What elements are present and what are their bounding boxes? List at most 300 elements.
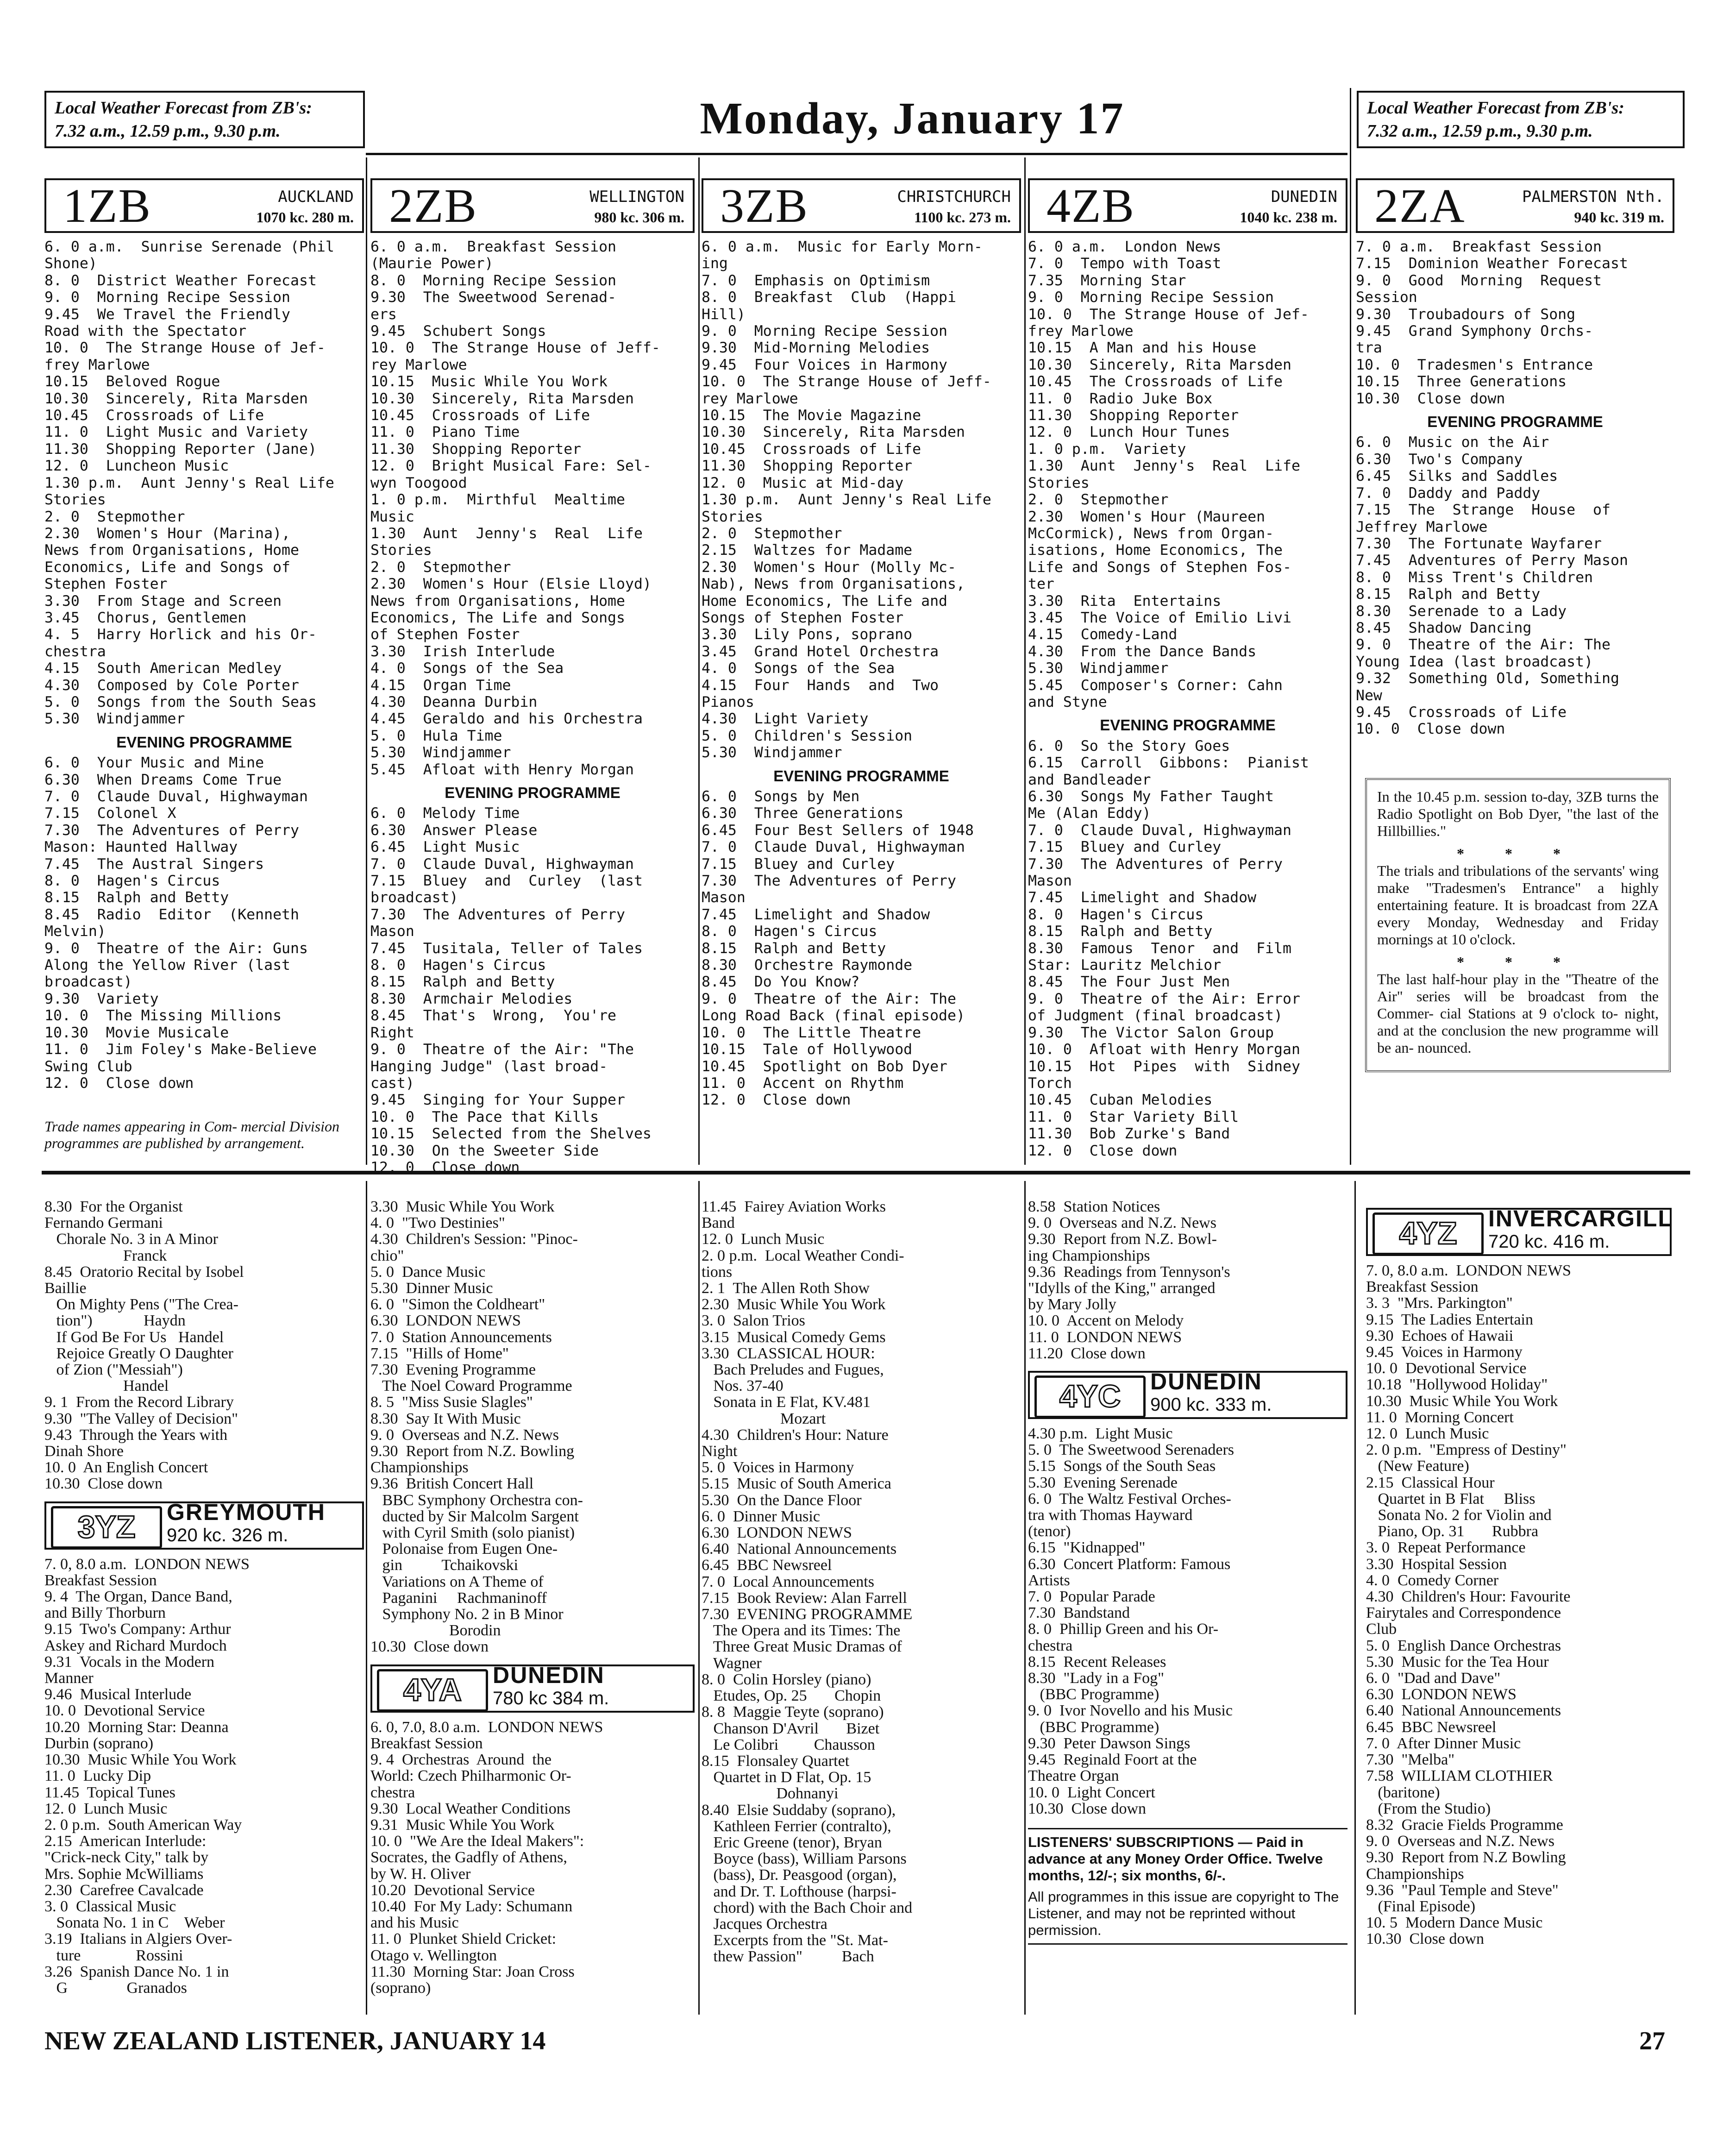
programme-line: 8. 0 Hagen's Circus bbox=[370, 957, 546, 974]
programme-line: 6.30 LONDON NEWS bbox=[1366, 1686, 1517, 1703]
station-frequency: 920 kc. 326 m. bbox=[167, 1525, 288, 1545]
programme-line: 8.15 Ralph and Betty bbox=[44, 889, 229, 906]
station-frequency: 980 kc. 306 m. bbox=[594, 209, 684, 226]
programme-line: 1. 0 p.m. Mirthful Mealtime bbox=[370, 491, 625, 509]
programme-line: Polonaise from Eugen One- bbox=[370, 1540, 558, 1558]
programme-line: tions bbox=[702, 1263, 733, 1281]
programme-line: Wagner bbox=[702, 1654, 762, 1672]
programme-line: 2. 0 Stepmother bbox=[370, 559, 511, 576]
programme-line: "Crick-neck City," talk by bbox=[44, 1849, 209, 1866]
programme-line: 10. 0 The Pace that Kills bbox=[370, 1108, 599, 1125]
programme-line: 11. 0 Accent on Rhythm bbox=[702, 1074, 904, 1092]
station-column-3zb bbox=[702, 178, 1021, 1165]
programme-line: 8.15 Recent Releases bbox=[1028, 1653, 1166, 1671]
programme-line: Durbin (soprano) bbox=[44, 1734, 154, 1752]
programme-line: 11.30 Shopping Reporter (Jane) bbox=[44, 440, 317, 458]
programme-line: 11.45 Topical Tunes bbox=[44, 1784, 175, 1801]
programme-line: 6.30 Songs My Father Taught bbox=[1028, 788, 1274, 805]
programme-line: Mason bbox=[370, 923, 414, 940]
programme-line: 7.45 The Austral Singers bbox=[44, 855, 264, 873]
programme-line: Breakfast Session bbox=[1366, 1278, 1479, 1296]
programme-line: Kathleen Ferrier (contralto), bbox=[702, 1817, 891, 1835]
programme-line: 9. 1 From the Record Library bbox=[44, 1394, 234, 1411]
programme-line: 9.30 Echoes of Hawaii bbox=[1366, 1327, 1514, 1344]
subscriptions-notice bbox=[1028, 1828, 1347, 1945]
programme-line: 9. 0 Overseas and N.Z. News bbox=[1366, 1833, 1554, 1850]
programme-line: 2.15 American Interlude: bbox=[44, 1833, 207, 1850]
programme-line: 7. 0 Emphasis on Optimism bbox=[702, 272, 930, 289]
programme-line: 3.30 Hospital Session bbox=[1366, 1555, 1507, 1573]
programme-line: Franck bbox=[44, 1247, 167, 1264]
programme-line: 12. 0 Music at Mid-day bbox=[702, 474, 904, 491]
programme-line: 8.15 Ralph and Betty bbox=[702, 940, 886, 957]
programme-line: Long Road Back (final episode) bbox=[702, 1007, 965, 1024]
programme-line: Manner bbox=[44, 1670, 94, 1687]
programme-line: 4.30 Composed by Cole Porter bbox=[44, 677, 299, 694]
programme-line: 10.30 Close down bbox=[1028, 1800, 1146, 1817]
programme-line: 6. 0 The Waltz Festival Orches- bbox=[1028, 1490, 1231, 1507]
programme-line: 6.15 "Kidnapped" bbox=[1028, 1539, 1146, 1557]
programme-line: 11. 0 Light Music and Variety bbox=[44, 424, 308, 441]
programme-line: 7. 0 Local Announcements bbox=[702, 1573, 874, 1590]
programme-line: wyn Toogood bbox=[370, 474, 467, 491]
programme-line: 8. 0 Hagen's Circus bbox=[1028, 906, 1204, 923]
programme-line: 9.30 "The Valley of Decision" bbox=[44, 1410, 238, 1427]
programme-line: 10.20 Devotional Service bbox=[370, 1881, 535, 1899]
programme-line: Variations on A Theme of bbox=[370, 1573, 544, 1590]
programme-line: 9.45 Voices in Harmony bbox=[1366, 1344, 1523, 1361]
station-callsign: 4ZB bbox=[1047, 179, 1135, 232]
programme-line: 6.45 Silks and Saddles bbox=[1356, 468, 1558, 485]
programme-line: 2. 0 p.m. "Empress of Destiny" bbox=[1366, 1441, 1567, 1459]
programme-line: Mrs. Sophie McWilliams bbox=[44, 1865, 204, 1883]
programme-line: 2. 0 p.m. Local Weather Condi- bbox=[702, 1247, 904, 1264]
programme-line: 11. 0 Radio Juke Box bbox=[1028, 390, 1213, 407]
programme-line: 7.30 The Adventures of Perry bbox=[370, 906, 625, 923]
programme-line: (tenor) bbox=[1028, 1523, 1071, 1540]
programme-line: and Styne bbox=[1028, 693, 1107, 710]
programme-line: 7.15 "Hills of Home" bbox=[370, 1344, 509, 1362]
programme-line: 7. 0 Popular Parade bbox=[1028, 1588, 1155, 1606]
programme-line: Right bbox=[370, 1024, 414, 1041]
programme-line: 4. 5 Harry Horlick and his Or- bbox=[44, 626, 317, 643]
station-badge bbox=[1028, 1371, 1347, 1419]
programme-line: 4.15 Comedy-Land bbox=[1028, 626, 1178, 643]
programme-line: 7.15 Bluey and Curley (last bbox=[370, 873, 643, 890]
programme-line: 10.15 Hot Pipes with Sidney bbox=[1028, 1058, 1300, 1075]
programme-line: frey Marlowe bbox=[44, 356, 150, 373]
programme-line: 2.30 Women's Hour (Maureen bbox=[1028, 508, 1266, 525]
programme-line: News from Organisations, Home bbox=[370, 592, 625, 609]
programme-line: 3.30 Lily Pons, soprano bbox=[702, 626, 913, 643]
programme-line: 8. 0 Morning Recipe Session bbox=[370, 272, 617, 289]
programme-line: 10. 0 Light Concert bbox=[1028, 1784, 1155, 1801]
programme-line: 8. 0 District Weather Forecast bbox=[44, 272, 317, 289]
programme-line: 6.30 LONDON NEWS bbox=[370, 1312, 521, 1330]
programme-line: tion") Haydn bbox=[44, 1312, 186, 1330]
programme-line: 9.36 British Concert Hall bbox=[370, 1475, 534, 1493]
programme-line: 10.45 Crossroads of Life bbox=[702, 440, 921, 458]
programme-line: 7.30 Evening Programme bbox=[370, 1361, 536, 1379]
programme-line: 8. 8 Maggie Teyte (soprano) bbox=[702, 1703, 884, 1721]
programme-line: 8.15 Flonsaley Quartet bbox=[702, 1752, 850, 1770]
programme-line: 7.30 The Adventures of Perry bbox=[702, 873, 956, 890]
programme-line: 2. 0 Stepmother bbox=[702, 525, 842, 542]
programme-line: 4.15 Organ Time bbox=[370, 677, 511, 694]
programme-line: 6.40 National Announcements bbox=[1366, 1702, 1561, 1720]
programme-line: 7.58 WILLIAM CLOTHIER bbox=[1366, 1767, 1553, 1785]
programme-line: 12. 0 Lunch Music bbox=[44, 1800, 168, 1817]
programme-line: (BBC Programme) bbox=[1028, 1686, 1159, 1703]
programme-line: 5.30 On the Dance Floor bbox=[702, 1491, 862, 1509]
programme-line: 1. 0 p.m. Variety bbox=[1028, 440, 1186, 458]
programme-line: 6.30 Answer Please bbox=[370, 822, 538, 839]
programme-line: 10.15 Beloved Rogue bbox=[44, 373, 220, 390]
programme-line: 10.45 Crossroads of Life bbox=[370, 407, 590, 424]
programme-line: 7. 0, 8.0 a.m. LONDON NEWS bbox=[1366, 1262, 1571, 1279]
programme-line: 7.45 Adventures of Perry Mason bbox=[1356, 552, 1628, 569]
programme-line: 8.45 Shadow Dancing bbox=[1356, 619, 1532, 636]
programme-line: 3.45 The Voice of Emilio Livi bbox=[1028, 609, 1291, 626]
programme-line: 7.45 Limelight and Shadow bbox=[702, 906, 930, 923]
programme-line: 3. 0 Repeat Performance bbox=[1366, 1539, 1526, 1557]
programme-line: 8.45 The Four Just Men bbox=[1028, 973, 1230, 991]
programme-line: 10. 0 The Missing Millions bbox=[44, 1007, 282, 1024]
programme-line: Championships bbox=[1366, 1865, 1464, 1883]
programme-line: 1.30 Aunt Jenny's Real Life bbox=[370, 525, 643, 542]
station-callsign: 4YC bbox=[1034, 1375, 1146, 1418]
programme-line: 9. 0 Ivor Novello and his Music bbox=[1028, 1702, 1233, 1720]
programme-line: 9. 4 Orchestras Around the bbox=[370, 1751, 552, 1769]
programme-line: 10.18 "Hollywood Holiday" bbox=[1366, 1376, 1548, 1394]
programme-line: 9.32 Something Old, Something bbox=[1356, 670, 1619, 687]
programme-line: 11. 0 LONDON NEWS bbox=[1028, 1328, 1182, 1346]
station-header bbox=[702, 178, 1021, 233]
programme-line: Bach Preludes and Fugues, bbox=[702, 1361, 884, 1379]
programme-line: 10.30 Movie Musicale bbox=[44, 1024, 229, 1041]
programme-line: 10.30 Music While You Work bbox=[44, 1751, 237, 1769]
programme-line: Breakfast Session bbox=[370, 1734, 483, 1752]
programme-line: 6. 0 Songs by Men bbox=[702, 788, 860, 805]
programme-line: McCormick), News from Organ- bbox=[1028, 525, 1274, 542]
programme-line: 11. 0 Morning Concert bbox=[1366, 1408, 1514, 1426]
programme-line: 10. 0 "We Are the Ideal Makers": bbox=[370, 1833, 584, 1850]
programme-line: 6. 0 a.m. London News bbox=[1028, 239, 1222, 255]
programme-line: 10.30 Sincerely, Rita Marsden bbox=[702, 424, 965, 441]
programme-line: 9.30 Mid-Morning Melodies bbox=[702, 339, 930, 357]
programme-line: (Final Episode) bbox=[1366, 1897, 1476, 1915]
programme-line: 1.30 Aunt Jenny's Real Life bbox=[1028, 458, 1300, 475]
programme-line: frey Marlowe bbox=[1028, 323, 1134, 340]
programme-line: 9.31 Vocals in the Modern bbox=[44, 1653, 215, 1671]
programme-line: 7.45 Limelight and Shadow bbox=[1028, 889, 1257, 906]
station-badge bbox=[370, 1664, 695, 1713]
programme-line: 9.46 Musical Interlude bbox=[44, 1686, 192, 1703]
programme-line: 5. 0 Hula Time bbox=[370, 727, 502, 744]
bottom-column-1 bbox=[44, 1199, 364, 2009]
programme-line: Breakfast Session bbox=[44, 1571, 157, 1589]
station-city: DUNEDIN bbox=[1150, 1369, 1262, 1395]
programme-line: 7.15 Colonel X bbox=[44, 805, 176, 822]
programme-line: 7.45 Tusitala, Teller of Tales bbox=[370, 940, 643, 957]
programme-line: 10.30 Sincerely, Rita Marsden bbox=[44, 390, 308, 407]
programme-line: Etudes, Op. 25 Chopin bbox=[702, 1687, 881, 1705]
evening-programme-heading: EVENING PROGRAMME bbox=[773, 767, 949, 785]
programme-line: 10. 0 Devotional Service bbox=[44, 1702, 205, 1720]
programme-line: Quartet in B Flat Bliss bbox=[1366, 1490, 1535, 1507]
programme-line: Sonata No. 1 in C Weber bbox=[44, 1914, 225, 1932]
programme-line: Road with the Spectator bbox=[44, 323, 247, 340]
programme-line: Otago v. Wellington bbox=[370, 1947, 497, 1964]
programme-line: 9. 0 Theatre of the Air: Error bbox=[1028, 990, 1300, 1007]
station-column-1zb bbox=[44, 178, 364, 1165]
programme-line: Stephen Foster bbox=[44, 576, 168, 593]
programme-line: 9. 0 Overseas and N.Z. News bbox=[370, 1426, 559, 1444]
programme-line: with Cyril Smith (solo pianist) bbox=[370, 1524, 575, 1542]
station-callsign: 2ZA bbox=[1374, 179, 1466, 232]
programme-line: 10.15 The Movie Magazine bbox=[702, 407, 921, 424]
programme-line: 9.30 The Sweetwood Serenad- bbox=[370, 289, 617, 306]
evening-programme-heading: EVENING PROGRAMME bbox=[1427, 413, 1603, 431]
programme-line: 6. 0 Dinner Music bbox=[702, 1507, 820, 1525]
evening-programme-heading: EVENING PROGRAMME bbox=[445, 784, 620, 801]
page-number: 27 bbox=[1639, 2027, 1665, 2055]
programme-line: (baritone) bbox=[1366, 1784, 1440, 1801]
programme-line: 3.45 Grand Hotel Orchestra bbox=[702, 643, 939, 660]
programme-line: 10. 0 Devotional Service bbox=[1366, 1360, 1527, 1377]
programme-line: 8. 0 Phillip Green and his Or- bbox=[1028, 1620, 1219, 1638]
programme-line: 10.15 Selected from the Shelves bbox=[370, 1125, 652, 1143]
programme-line: Chanson D'Avril Bizet bbox=[702, 1720, 880, 1737]
programme-line: chord) with the Bach Choir and bbox=[702, 1899, 913, 1916]
programme-line: On Mighty Pens ("The Crea- bbox=[44, 1296, 238, 1313]
programme-line: 6.30 LONDON NEWS bbox=[702, 1524, 852, 1542]
programme-line: 11.30 Morning Star: Joan Cross bbox=[370, 1963, 575, 1980]
programme-line: 12. 0 Lunch Music bbox=[702, 1231, 825, 1248]
programme-line: 3.45 Chorus, Gentlemen bbox=[44, 609, 247, 626]
programme-line: and Dr. T. Lofthouse (harpsi- bbox=[702, 1883, 896, 1900]
note-paragraph: In the 10.45 p.m. session to-day, 3ZB turns the Radio Spotlight on Bob Dyer, "the last of the Hillbillies." bbox=[1377, 788, 1659, 839]
highlights-box bbox=[1365, 764, 1671, 1072]
station-city: INVERCARGILL bbox=[1488, 1206, 1673, 1231]
programme-line: Rejoice Greatly O Daughter bbox=[44, 1344, 233, 1362]
programme-line: 10.40 For My Lady: Schumann bbox=[370, 1897, 573, 1915]
programme-line: Mason bbox=[702, 889, 746, 906]
note-paragraph: The trials and tribulations of the servants' wing make "Tradesmen's Entrance" a highly entertaining feature. It is broadcast from 2ZA every Monday, Wednesday and Friday mornings at 10 o'clock. bbox=[1377, 862, 1659, 948]
programme-line: ture Rossini bbox=[44, 1947, 183, 1964]
programme-line: 10.15 Tale of Hollywood bbox=[702, 1041, 913, 1058]
programme-line: 8.30 Famous Tenor and Film bbox=[1028, 940, 1291, 957]
bottom-column-3 bbox=[702, 1199, 1021, 2009]
programme-line: 12. 0 Close down bbox=[370, 1159, 520, 1176]
programme-line: Three Great Music Dramas of bbox=[702, 1638, 902, 1656]
programme-line: 5. 0 Children's Session bbox=[702, 727, 913, 744]
programme-line: Swing Club bbox=[44, 1058, 132, 1075]
programme-line: 8. 5 "Miss Susie Slagles" bbox=[370, 1394, 533, 1411]
programme-line: 9.30 Local Weather Conditions bbox=[370, 1800, 570, 1817]
programme-line: broadcast) bbox=[44, 973, 132, 991]
programme-line: 9.30 The Victor Salon Group bbox=[1028, 1024, 1274, 1041]
programme-line: Stories bbox=[44, 491, 106, 509]
programme-line: 10.45 The Crossroads of Life bbox=[1028, 373, 1283, 390]
programme-line: Economics, The Life and Songs bbox=[370, 609, 625, 626]
programme-line: chestra bbox=[370, 1784, 415, 1801]
programme-line: 7. 0 Tempo with Toast bbox=[1028, 255, 1222, 272]
programme-line: 2.30 Carefree Cavalcade bbox=[44, 1881, 204, 1899]
programme-line: 2.30 Women's Hour (Molly Mc- bbox=[702, 559, 956, 576]
programme-line: 7. 0 Daddy and Paddy bbox=[1356, 484, 1541, 502]
programme-line: Life and Songs of Stephen Fos- bbox=[1028, 559, 1291, 576]
programme-line: 10. 0 Close down bbox=[1356, 721, 1505, 738]
column-rule bbox=[698, 157, 700, 1165]
programme-line: 8. 0 Hagen's Circus bbox=[44, 873, 220, 890]
programme-line: 10. 0 The Strange House of Jef- bbox=[44, 339, 326, 357]
programme-line: Torch bbox=[1028, 1074, 1072, 1092]
programme-line: 6. 0 Melody Time bbox=[370, 805, 520, 822]
programme-line: Jeffrey Marlowe bbox=[1356, 518, 1488, 535]
programme-line: Fairytales and Correspondence bbox=[1366, 1604, 1561, 1622]
programme-line: (soprano) bbox=[370, 1979, 431, 1997]
programme-line: 9.45 Four Voices in Harmony bbox=[702, 356, 948, 373]
programme-line: 9.45 Singing for Your Supper bbox=[370, 1092, 625, 1109]
programme-line: Artists bbox=[1028, 1571, 1070, 1589]
programme-line: 5. 0 Voices in Harmony bbox=[702, 1459, 854, 1476]
weather-label: Local Weather Forecast from ZB's: bbox=[55, 98, 312, 118]
programme-line: Songs of Stephen Foster bbox=[702, 609, 904, 626]
evening-programme-heading: EVENING PROGRAMME bbox=[1100, 716, 1276, 734]
station-header bbox=[370, 178, 695, 233]
programme-line: 9.45 Reginald Foort at the bbox=[1028, 1751, 1197, 1769]
programme-line: 4.30 Deanna Durbin bbox=[370, 693, 538, 710]
weather-times: 7.32 a.m., 12.59 p.m., 9.30 p.m. bbox=[55, 121, 281, 141]
programme-line: 5.30 Evening Serenade bbox=[1028, 1474, 1178, 1491]
programme-line: Mozart bbox=[702, 1410, 826, 1427]
programme-line: 5.45 Composer's Corner: Cahn bbox=[1028, 677, 1283, 694]
programme-line: 9.30 Peter Dawson Sings bbox=[1028, 1734, 1191, 1752]
programme-line: 10.20 Morning Star: Deanna bbox=[44, 1718, 229, 1736]
programme-line: 2. 0 p.m. South American Way bbox=[44, 1816, 242, 1834]
programme-line: 11.30 Shopping Reporter bbox=[1028, 407, 1239, 424]
programme-line: 5.30 Music for the Tea Hour bbox=[1366, 1653, 1549, 1671]
programme-line: 4. 0 Songs of the Sea bbox=[370, 660, 564, 677]
programme-line: 8.30 Armchair Melodies bbox=[370, 990, 573, 1007]
copyright-text: All programmes in this issue are copyright to The Listener, and may not be reprinted without permission. bbox=[1028, 1888, 1339, 1938]
programme-line: 11.30 Shopping Reporter bbox=[702, 458, 913, 475]
programme-line: Melvin) bbox=[44, 923, 106, 940]
programme-line: cast) bbox=[370, 1074, 414, 1092]
weather-times: 7.32 a.m., 12.59 p.m., 9.30 p.m. bbox=[1367, 121, 1593, 141]
programme-line: 6.30 Three Generations bbox=[702, 805, 904, 822]
programme-line: 7.15 Bluey and Curley bbox=[702, 855, 895, 873]
footer-publication: NEW ZEALAND LISTENER, JANUARY 14 bbox=[44, 2027, 546, 2055]
programme-line: 5.45 Afloat with Henry Morgan bbox=[370, 761, 634, 778]
column-rule bbox=[366, 157, 367, 1165]
programme-line: 3. 0 Salon Trios bbox=[702, 1312, 805, 1330]
programme-line: News from Organisations, Home bbox=[44, 542, 299, 559]
programme-line: 7.35 Morning Star bbox=[1028, 272, 1186, 289]
programme-line: 7.15 The Strange House of bbox=[1356, 502, 1611, 519]
programme-line: Fernando Germani bbox=[44, 1214, 163, 1232]
programme-line: Pianos bbox=[702, 693, 754, 710]
programme-line: 6. 0 Your Music and Mine bbox=[44, 754, 264, 772]
programme-line: 8.15 Ralph and Betty bbox=[1028, 923, 1213, 940]
programme-line: 7. 0 After Dinner Music bbox=[1366, 1734, 1521, 1752]
programme-line: 8.32 Gracie Fields Programme bbox=[1366, 1816, 1563, 1834]
column-rule bbox=[1024, 157, 1026, 1165]
programme-line: 10.15 A Man and his House bbox=[1028, 339, 1257, 357]
station-frequency: 1040 kc. 238 m. bbox=[1240, 209, 1337, 226]
programme-line: 4.30 Children's Hour: Favourite bbox=[1366, 1588, 1571, 1606]
programme-line: 10.30 Close down bbox=[1356, 390, 1505, 407]
programme-line: 9. 0 Morning Recipe Session bbox=[1028, 289, 1274, 306]
programme-line: 9. 0 Theatre of the Air: "The bbox=[370, 1041, 634, 1058]
programme-line: (Maurie Power) bbox=[370, 255, 494, 272]
programme-line: chio" bbox=[370, 1247, 404, 1264]
programme-line: chestra bbox=[44, 643, 106, 660]
programme-line: 5.30 Windjammer bbox=[702, 744, 842, 761]
programme-line: 8.45 That's Wrong, You're bbox=[370, 1007, 617, 1024]
page-title: Monday, January 17 bbox=[700, 94, 1125, 144]
programme-line: 8.40 Elsie Suddaby (soprano), bbox=[702, 1801, 896, 1819]
programme-line: 10.30 Close down bbox=[370, 1638, 489, 1656]
programme-line: ing Championships bbox=[1028, 1247, 1150, 1264]
station-header bbox=[44, 178, 364, 233]
programme-line: 11. 0 Lucky Dip bbox=[44, 1767, 151, 1785]
programme-line: 7.30 The Adventures of Perry bbox=[44, 822, 299, 839]
programme-line: Music bbox=[370, 508, 414, 525]
programme-line: 10.30 Sincerely, Rita Marsden bbox=[1028, 356, 1291, 373]
programme-line: 1.30 p.m. Aunt Jenny's Real Life bbox=[44, 474, 334, 491]
programme-line: Dohnanyi bbox=[702, 1785, 839, 1802]
programme-line: 2.30 Women's Hour (Elsie Lloyd) bbox=[370, 576, 652, 593]
programme-line: 8.30 Orchestre Raymonde bbox=[702, 957, 913, 974]
station-callsign: 1ZB bbox=[63, 179, 151, 232]
programme-line: 10. 0 The Strange House of Jeff- bbox=[702, 373, 991, 390]
programme-line: and his Music bbox=[370, 1914, 459, 1932]
station-header bbox=[1356, 178, 1674, 233]
programme-line: 8.15 Ralph and Betty bbox=[1356, 586, 1541, 603]
programme-line: Stories bbox=[702, 508, 763, 525]
station-frequency: 780 kc 384 m. bbox=[493, 1688, 609, 1708]
programme-line: 12. 0 Close down bbox=[44, 1074, 194, 1092]
programme-line: 9.36 Readings from Tennyson's bbox=[1028, 1263, 1230, 1281]
programme-line: 10. 0 Afloat with Henry Morgan bbox=[1028, 1041, 1300, 1058]
programme-line: 11. 0 Plunket Shield Cricket: bbox=[370, 1930, 557, 1948]
programme-line: broadcast) bbox=[370, 889, 458, 906]
header-rule bbox=[366, 153, 1347, 155]
station-frequency: 720 kc. 416 m. bbox=[1488, 1231, 1610, 1252]
programme-line: 11. 0 Piano Time bbox=[370, 424, 520, 441]
star-divider: * * * bbox=[1457, 954, 1579, 970]
station-column-2zb bbox=[370, 178, 695, 1176]
programme-line: 7. 0 Claude Duval, Highwayman bbox=[702, 839, 965, 856]
programme-line: (bass), Dr. Peasgood (organ), bbox=[702, 1866, 897, 1884]
programme-line: 5.30 Dinner Music bbox=[370, 1280, 493, 1297]
weather-box-right bbox=[1357, 91, 1685, 148]
programme-line: 6.45 Light Music bbox=[370, 839, 520, 856]
programme-line: 3.30 Music While You Work bbox=[370, 1198, 555, 1215]
programme-line: 10.30 Close down bbox=[1366, 1930, 1484, 1948]
programme-line: 4. 0 Songs of the Sea bbox=[702, 660, 895, 677]
station-callsign: 3YZ bbox=[51, 1506, 162, 1549]
programme-line: and Bandleader bbox=[1028, 771, 1151, 788]
programme-line: Paganini Rachmaninoff bbox=[370, 1589, 547, 1607]
programme-line: 3. 0 Classical Music bbox=[44, 1897, 176, 1915]
programme-line: Handel bbox=[44, 1377, 169, 1395]
programme-line: Chorale No. 3 in A Minor bbox=[44, 1231, 218, 1248]
programme-line: 6. 0 a.m. Music for Early Morn- bbox=[702, 239, 983, 255]
programme-line: 6.40 National Announcements bbox=[702, 1540, 897, 1558]
